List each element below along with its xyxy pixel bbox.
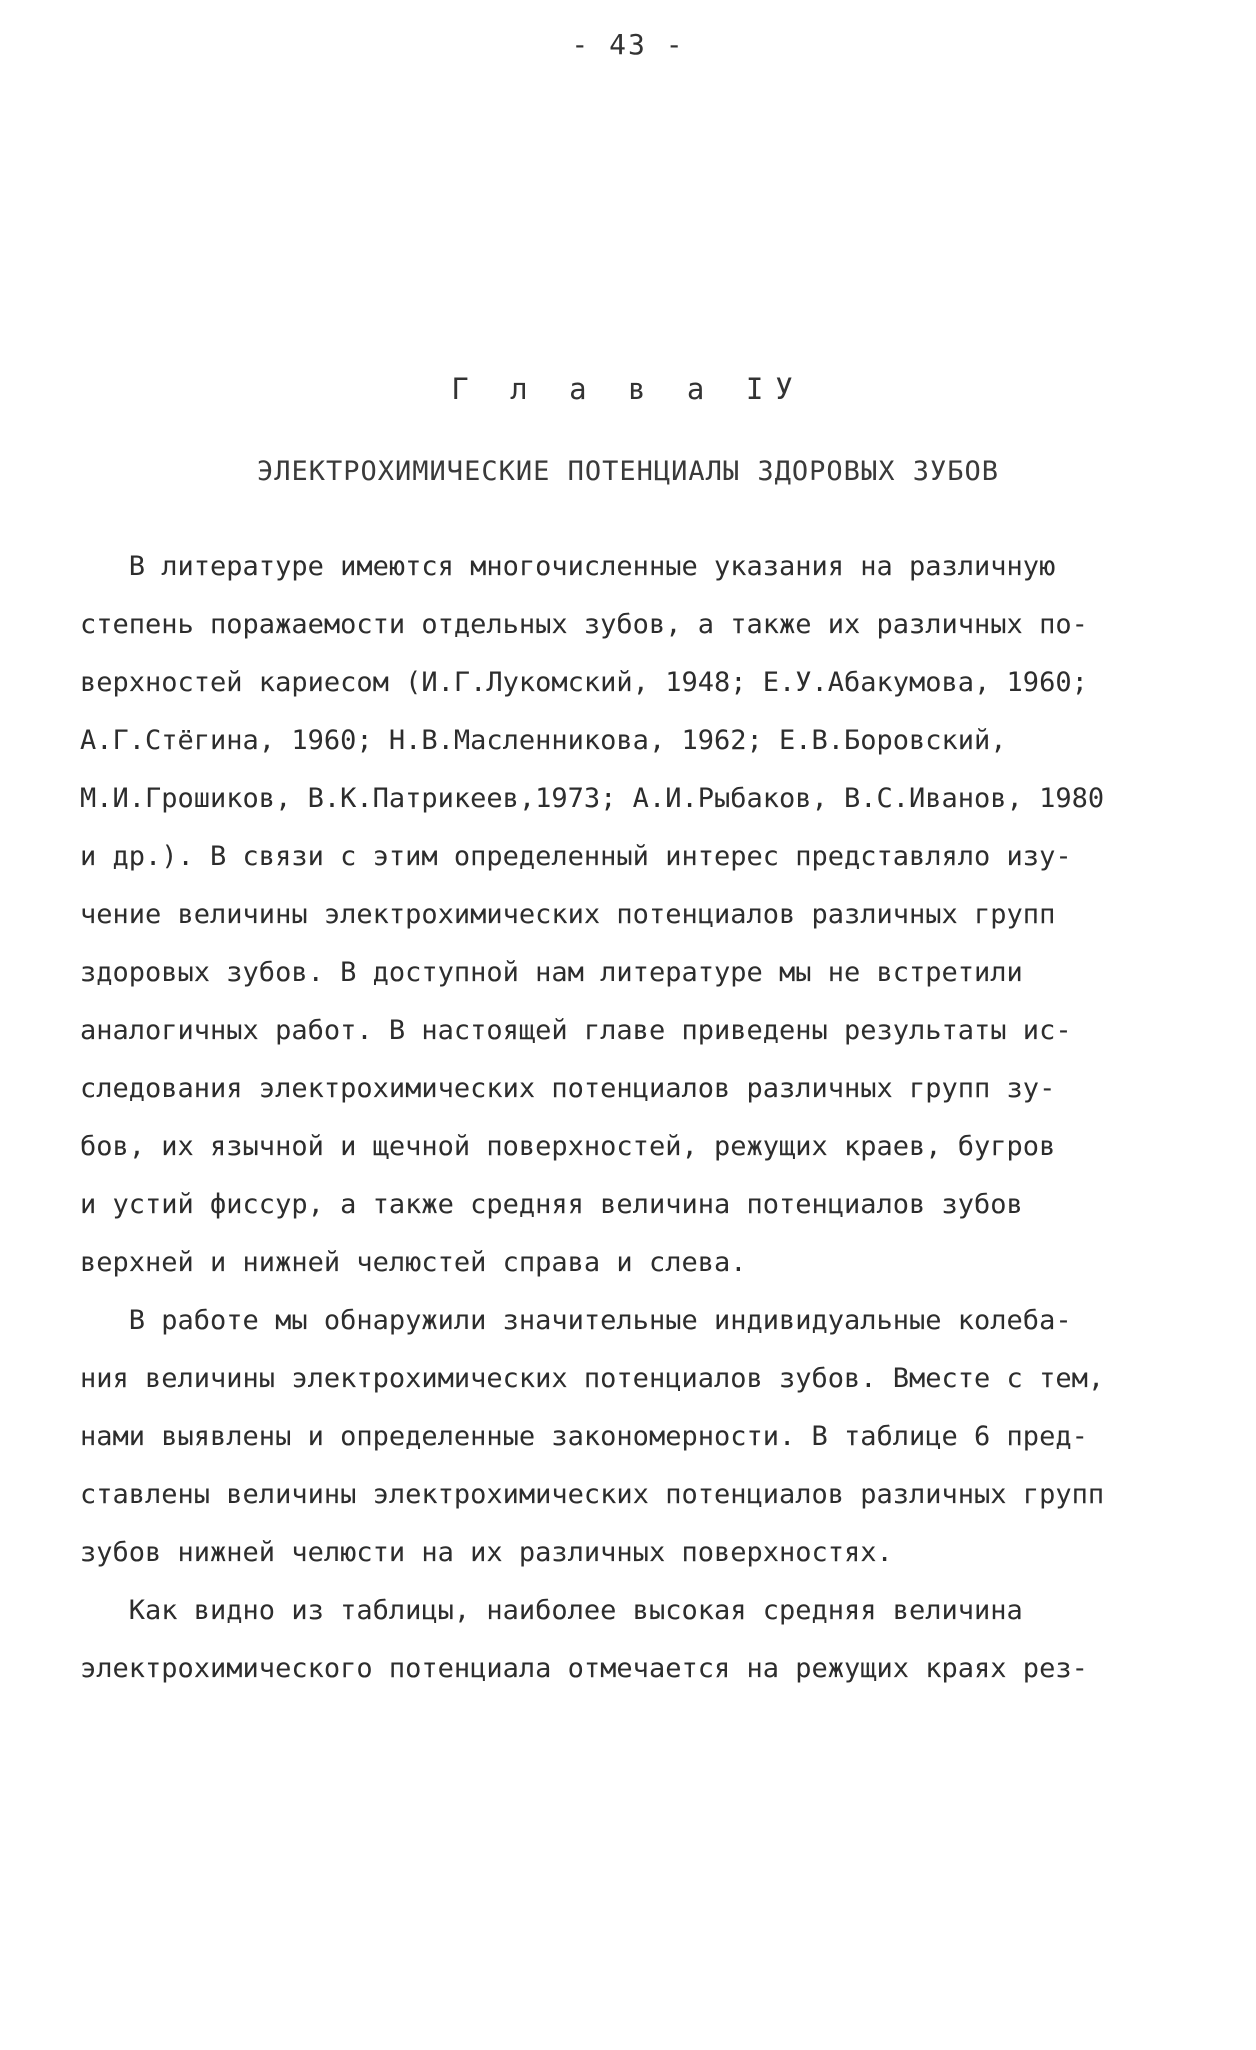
text-line: Как видно из таблицы, наиболее высокая средняя величина	[80, 1595, 1023, 1626]
text-line: зубов нижней челюсти на их различных поверхностях.	[80, 1537, 893, 1568]
text-line: чение величины электрохимических потенциалов различных групп	[80, 899, 1056, 930]
text-line: и др.). В связи с этим определенный интерес представляло изу-	[80, 841, 1072, 872]
text-line: и устий фиссур, а также средняя величина потенциалов зубов	[80, 1189, 1023, 1220]
text-line: электрохимического потенциала отмечается на режущих краях рез-	[80, 1653, 1088, 1684]
text-line: В работе мы обнаружили значительные индивидуальные колеба-	[80, 1305, 1072, 1336]
text-line: здоровых зубов. В доступной нам литературе мы не встретили	[80, 957, 1023, 988]
text-line: верхней и нижней челюстей справа и слева.	[80, 1247, 747, 1278]
text-line: бов, их язычной и щечной поверхностей, режущих краев, бугров	[80, 1131, 1056, 1162]
text-line: следования электрохимических потенциалов различных групп зу-	[80, 1073, 1056, 1104]
text-line: ния величины электрохимических потенциалов зубов. Вместе с тем,	[80, 1363, 1105, 1394]
text-line: М.И.Грошиков, В.К.Патрикеев,1973; А.И.Рыбаков, В.С.Иванов, 1980	[80, 783, 1105, 814]
text-line: А.Г.Стёгина, 1960; Н.В.Масленникова, 1962; Е.В.Боровский,	[80, 725, 1007, 756]
text-line: ставлены величины электрохимических потенциалов различных групп	[80, 1479, 1105, 1510]
page-number: - 43 -	[571, 28, 685, 61]
chapter-title: ЭЛЕКТРОХИМИЧЕСКИЕ ПОТЕНЦИАЛЫ ЗДОРОВЫХ ЗУБОВ	[257, 456, 999, 487]
text-line: нами выявлены и определенные закономерности. В таблице 6 пред-	[80, 1421, 1088, 1452]
chapter-heading: Г л а в а IУ	[451, 372, 805, 406]
text-line: верхностей кариесом (И.Г.Лукомский, 1948; Е.У.Абакумова, 1960;	[80, 667, 1088, 698]
text-line: степень поражаемости отдельных зубов, а также их различных по-	[80, 609, 1088, 640]
text-line: В литературе имеются многочисленные указания на различную	[80, 551, 1056, 582]
text-line: аналогичных работ. В настоящей главе приведены результаты ис-	[80, 1015, 1072, 1046]
body-text	[80, 538, 1190, 1698]
